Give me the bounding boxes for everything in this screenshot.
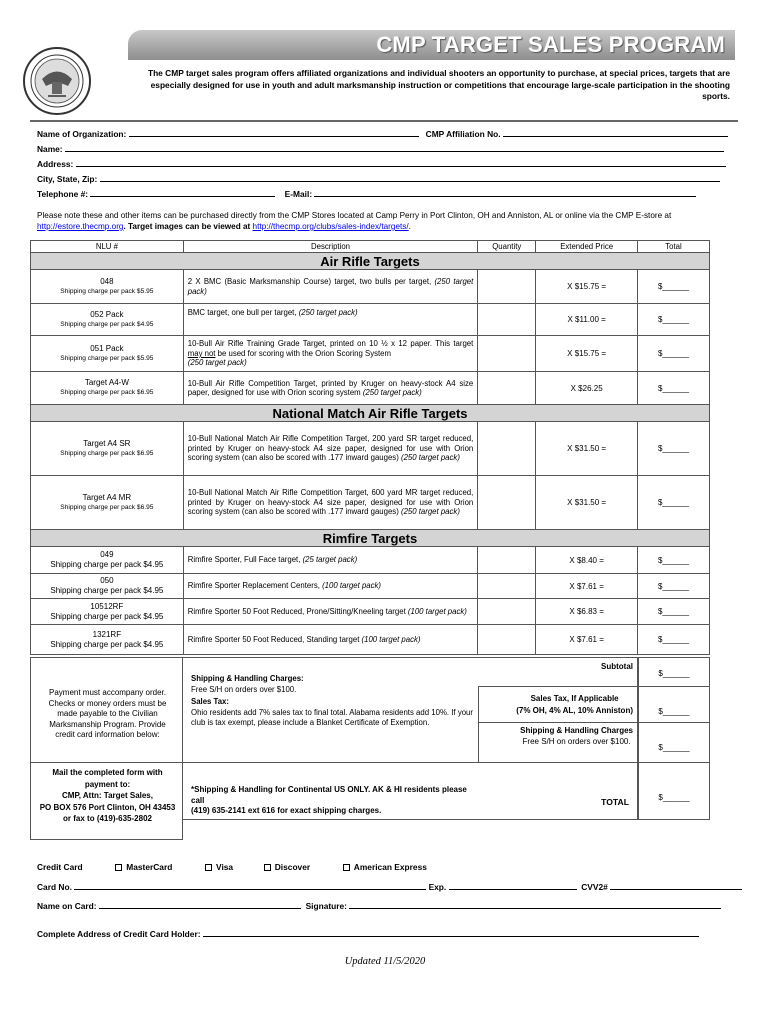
sales-tax-label: Sales Tax, If Applicable [530, 694, 619, 703]
address-row [37, 158, 726, 169]
description: 2 X BMC (Basic Marksmanship Course) target, two bulls per target, [187, 277, 432, 286]
description-cont: be used for scoring with the Orion Scoring System [215, 348, 391, 358]
description: BMC target, one bull per target, [187, 308, 297, 317]
description: 10-Bull National Match Air Rifle Competition Target, 600 yard MR target reduced, printed by Kruger on heavy-stock A4 size paper, designed for use with Orion scoring system (can also be scored with .177 inward gauges) [187, 488, 474, 517]
card-no-field[interactable] [74, 881, 426, 890]
address-field[interactable] [76, 158, 726, 167]
nlu-code: 052 Pack [90, 309, 124, 319]
org-row [37, 128, 728, 139]
sh-free2: Free S/H on orders over $100. [522, 736, 631, 746]
pack-size: (250 target pack) [400, 507, 460, 517]
nlu-code: Target A4 MR [82, 492, 132, 502]
description: 10-Bull National Match Air Rifle Competition Target, 200 yard SR target reduced, printed by Kruger on heavy-stock A4 size paper, designed for use with Orion scoring system (can also be scored with .177 inward gauges) [187, 434, 474, 463]
price: X $15.75 = [536, 270, 638, 304]
name-on-card-field[interactable] [99, 900, 301, 909]
sh-title: Shipping & Handling Charges: [191, 674, 304, 683]
tax-title: Sales Tax: [191, 697, 229, 706]
header-nlu: NLU # [31, 241, 184, 253]
address-label: Address: [37, 159, 74, 169]
mail-line2: CMP, Attn: Target Sales, [62, 791, 153, 800]
name-on-card-row [37, 900, 721, 911]
price: X $31.50 = [536, 422, 638, 476]
pack-size: (100 target pack) [322, 581, 382, 591]
mail-line3: PO BOX 576 Port Clinton, OH 43453 [39, 802, 176, 812]
amex-checkbox[interactable] [343, 864, 350, 871]
total-field[interactable]: $______ [638, 476, 710, 530]
nlu-code: 1321RF [92, 629, 122, 639]
credit-card-label: Credit Card [37, 862, 83, 872]
sh-total[interactable] [638, 722, 710, 763]
order-table [30, 240, 710, 655]
quantity-field[interactable] [478, 304, 536, 336]
price: X $7.61 = [536, 574, 638, 599]
tax-rates: (7% OH, 4% AL, 10% Anniston) [516, 706, 633, 715]
org-label: Name of Organization: [37, 129, 127, 139]
shipping-charge: Shipping charge per pack $4.95 [50, 560, 164, 569]
mail-cell [30, 762, 183, 840]
subtotal-total[interactable] [638, 657, 710, 687]
nlu-code: 050 [100, 576, 114, 585]
quantity-field[interactable] [478, 625, 536, 655]
pack-size: (100 target pack) [361, 634, 421, 644]
name-label: Name: [37, 144, 63, 154]
page-title: CMP TARGET SALES PROGRAM [376, 32, 725, 57]
discover-label: Discover [274, 862, 311, 872]
nlu-code: 051 Pack [90, 343, 124, 353]
city-field[interactable] [100, 173, 720, 182]
tax-cell [478, 686, 638, 723]
pack-size: (250 target pack) [400, 453, 460, 463]
quantity-field[interactable] [478, 547, 536, 574]
sh-label: Shipping & Handling Charges [520, 726, 633, 735]
total-field[interactable]: $______ [638, 599, 710, 625]
sh-free: Free S/H on orders over $100. [191, 684, 297, 694]
mail-line1: Mail the completed form with payment to: [52, 768, 163, 789]
total-field[interactable]: $______ [638, 372, 710, 405]
header-extended-price: Extended Price [536, 241, 638, 253]
amex-label: American Express [353, 862, 427, 872]
subtotal-blank: $______ [658, 669, 690, 678]
pack-size: (250 target pack) [298, 308, 358, 317]
phone-row [37, 188, 696, 199]
shipping-charge: Shipping charge per pack $5.95 [60, 287, 154, 295]
header-total: Total [638, 241, 710, 253]
name-on-card-label: Name on Card: [37, 901, 97, 911]
description-underlined: may not [187, 348, 216, 358]
intro-text: The CMP target sales program offers affiliated organizations and individual shooters an opportunity to purchase, at special prices, targets that are especially designed for use in youth and adult marksmanship instruction or competitions that encourage large-scale participation in the shooting sports. [147, 68, 730, 101]
shipping-charge: Shipping charge per pack $5.95 [60, 354, 154, 362]
cardholder-address-row [37, 928, 699, 939]
email-field[interactable] [314, 188, 696, 197]
signature-label: Signature: [305, 901, 347, 911]
affil-field[interactable] [503, 128, 728, 137]
table-row [31, 547, 710, 574]
payment-note: Payment must accompany order. Checks or money orders must be made payable to the Civilian Marksmanship Program. Provide credit card information below: [48, 688, 167, 739]
name-row [37, 143, 724, 154]
total-field[interactable]: $______ [638, 304, 710, 336]
pack-size: (100 target pack) [407, 606, 467, 616]
mastercard-label: MasterCard [126, 862, 173, 872]
sh-note-cell [182, 762, 638, 820]
note-end: . [408, 222, 411, 231]
description: Rimfire Sporter, Full Face target, [187, 555, 301, 565]
total-field[interactable]: $______ [638, 422, 710, 476]
store-note [37, 210, 727, 232]
sh-blank: $______ [658, 743, 690, 752]
quantity-field[interactable] [478, 422, 536, 476]
affil-label: CMP Affiliation No. [425, 129, 501, 139]
pack-size: (250 target pack) [187, 358, 247, 368]
grand-total-blank: $______ [658, 793, 690, 802]
price: X $8.40 = [536, 547, 638, 574]
email-label: E-Mail: [284, 189, 313, 199]
shipping-charge: Shipping charge per pack $6.95 [60, 449, 154, 457]
card-no-label: Card No. [37, 882, 72, 892]
table-row [31, 336, 710, 372]
header-description: Description [183, 241, 478, 253]
note-text: Please note these and other items can be purchased directly from the CMP Stores located at Camp Perry in Port Clinton, OH and Anniston, AL or online via the CMP E-store at [37, 211, 672, 220]
payment-cell [30, 657, 183, 763]
subtotal-cell [478, 657, 638, 687]
shipping-charge: Shipping charge per pack $4.95 [60, 320, 154, 328]
table-row [31, 574, 710, 599]
section-rimfire: Rimfire Targets [31, 530, 710, 547]
total-field[interactable]: $______ [638, 547, 710, 574]
description: Rimfire Sporter 50 Foot Reduced, Standing target [187, 634, 360, 644]
name-field[interactable] [65, 143, 724, 152]
tax-blank: $______ [658, 707, 690, 716]
exp-label: Exp. [428, 882, 447, 892]
section-air-rifle: Air Rifle Targets [31, 253, 710, 270]
total-field[interactable]: $______ [638, 574, 710, 599]
nlu-code: Target A4 SR [83, 438, 131, 448]
total-field[interactable]: $______ [638, 625, 710, 655]
header-divider [30, 120, 738, 122]
table-row [31, 422, 710, 476]
cardholder-address-label: Complete Address of Credit Card Holder: [37, 929, 201, 939]
card-number-row [37, 881, 742, 892]
tax-text: Ohio residents add 7% sales tax to final total. Alabama residents add 10%. If your club is tax exempt, please include a Blanket Certificate of Exemption. [191, 707, 473, 727]
description: 10-Bull Air Rifle Competition Target, printed by Kruger on heavy-stock A4 size paper, designed for use with Orion scoring system [187, 378, 474, 397]
nlu-code: Target A4-W [84, 378, 129, 387]
price: X $11.00 = [536, 304, 638, 336]
price: X $7.61 = [536, 625, 638, 655]
table-row [31, 599, 710, 625]
shipping-charge: Shipping charge per pack $4.95 [50, 639, 164, 649]
table-row [31, 625, 710, 655]
shipping-charge: Shipping charge per pack $6.95 [60, 503, 154, 511]
sh-note-line1: *Shipping & Handling for Continental US ONLY. AK & HI residents please call [191, 785, 467, 805]
title-bar [128, 30, 735, 60]
price: X $31.50 = [536, 476, 638, 530]
shipping-charge: Shipping charge per pack $6.95 [60, 389, 154, 396]
mail-line4: or fax to (419)-635-2802 [63, 814, 152, 823]
mastercard-checkbox[interactable] [115, 864, 122, 871]
signature-field[interactable] [349, 900, 721, 909]
table-row [31, 476, 710, 530]
pack-size: (250 target pack) [362, 388, 422, 397]
price: X $15.75 = [536, 336, 638, 372]
table-row [31, 270, 710, 304]
sh-cell [182, 657, 478, 763]
tax-total[interactable] [638, 686, 710, 723]
quantity-field[interactable] [478, 372, 536, 405]
org-field[interactable] [129, 128, 419, 137]
visa-checkbox[interactable] [205, 864, 212, 871]
sh-note-line2: (419) 635-2141 ext 616 for exact shipping charges. [191, 806, 382, 815]
cardholder-address-field[interactable] [203, 928, 699, 937]
phone-label: Telephone #: [37, 189, 89, 199]
price: X $26.25 [536, 372, 638, 405]
nlu-code: 10512RF [90, 601, 124, 611]
credit-card-row [37, 862, 427, 872]
cvv-field[interactable] [610, 881, 742, 890]
quantity-field[interactable] [478, 574, 536, 599]
description: Rimfire Sporter Replacement Centers, [187, 581, 320, 591]
description: Rimfire Sporter 50 Foot Reduced, Prone/Sitting/Kneeling target [187, 606, 406, 616]
pack-size: (25 target pack) [302, 555, 358, 565]
total-label: TOTAL [601, 797, 629, 807]
price: X $6.83 = [536, 599, 638, 625]
total-field[interactable]: $______ [638, 336, 710, 372]
subtotal-label: Subtotal [601, 662, 633, 671]
cvv-label: CVV2# [581, 882, 608, 892]
quantity-field[interactable] [478, 270, 536, 304]
visa-label: Visa [216, 862, 234, 872]
note-text-bold: . Target images can be viewed at [123, 222, 253, 231]
table-row [31, 372, 710, 405]
total-field[interactable]: $______ [638, 270, 710, 304]
updated-date: Updated 11/5/2020 [344, 956, 426, 967]
grand-total[interactable] [638, 762, 710, 820]
sh-charges-cell [478, 722, 638, 763]
exp-field[interactable] [449, 881, 577, 890]
phone-field[interactable] [90, 188, 275, 197]
pack-size: (250 target pack) [187, 277, 474, 296]
nlu-code: 049 [100, 550, 114, 559]
header-quantity: Quantity [478, 241, 536, 253]
city-label: City, State, Zip: [37, 174, 98, 184]
table-row [31, 304, 710, 336]
quantity-field[interactable] [478, 476, 536, 530]
section-national-match: National Match Air Rifle Targets [31, 405, 710, 422]
discover-checkbox[interactable] [264, 864, 271, 871]
quantity-field[interactable] [478, 599, 536, 625]
city-row [37, 173, 720, 184]
quantity-field[interactable] [478, 336, 536, 372]
targets-link[interactable]: http://thecmp.org/clubs/sales-index/targets/ [252, 222, 409, 231]
description: 10-Bull Air Rifle Training Grade Target, printed on 10 ½ x 12 paper. This target [187, 339, 474, 349]
nlu-code: 048 [100, 276, 114, 286]
shipping-charge: Shipping charge per pack $4.95 [50, 586, 164, 595]
estore-link[interactable]: http://estore.thecmp.org [37, 222, 124, 231]
shipping-charge: Shipping charge per pack $4.95 [50, 611, 164, 621]
cmp-seal-logo [22, 46, 92, 116]
